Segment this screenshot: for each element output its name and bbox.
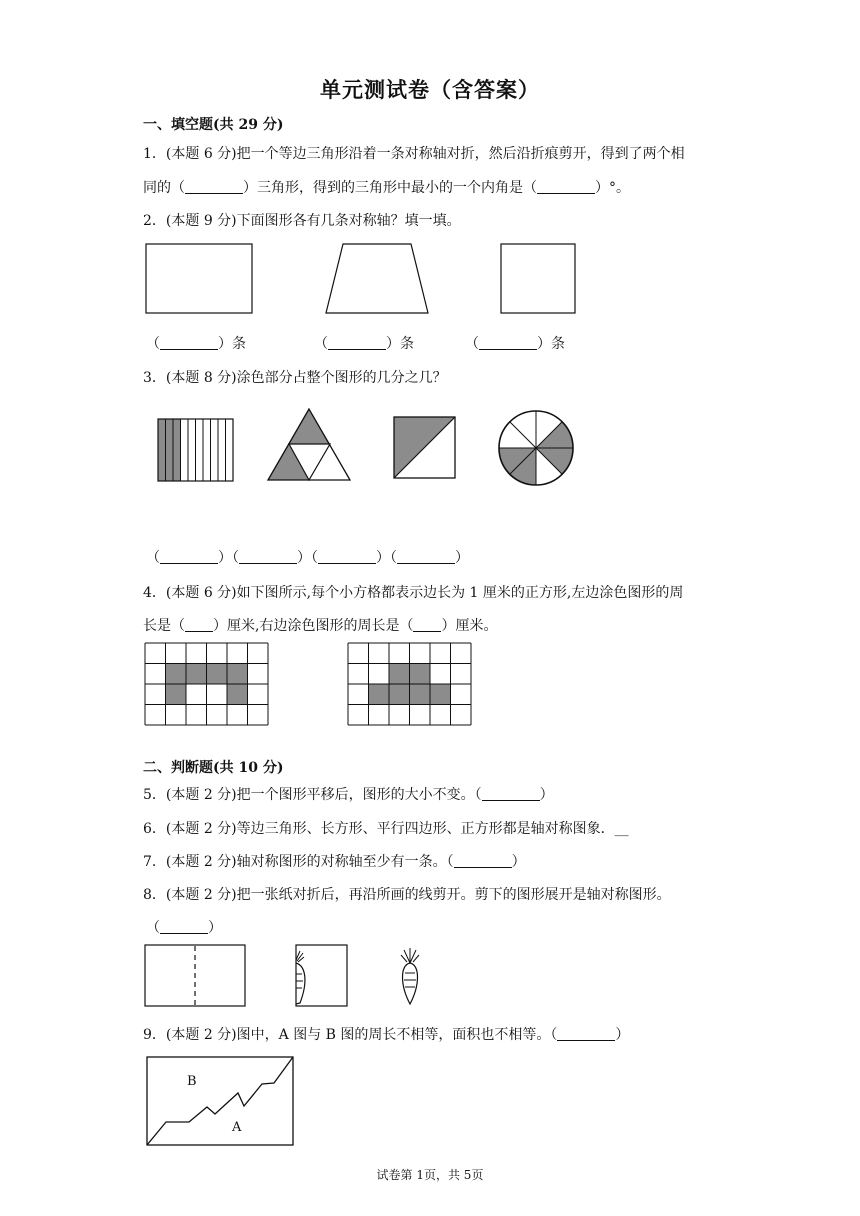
q3-open-paren: （: [146, 550, 160, 566]
page-footer: 试卷第 1页，共 5页: [376, 1168, 484, 1182]
question-4-line-1: 4．(本题 6 分)如下图所示,每个小方格都表示边长为 1 厘米的正方形,左边涂色图形的周: [143, 585, 684, 601]
q2-open-paren: （: [314, 336, 328, 352]
question-3-text: 3．(本题 8 分)涂色部分占整个图形的几分之几？: [143, 370, 447, 386]
q2-open-paren: （: [146, 336, 160, 352]
q9-dividing-line: [147, 1057, 293, 1145]
q4-text-c: ）厘米。: [441, 618, 498, 634]
q9-rectangle: [147, 1057, 293, 1145]
q2-unit: ）条: [537, 336, 565, 352]
q3-open-paren: （: [390, 550, 397, 566]
q1-text-a: 同的（: [143, 180, 185, 196]
question-2-text: 2．(本题 9 分)下面图形各有几条对称轴？填一填。: [143, 213, 461, 229]
q3-close-paren: ）: [297, 550, 311, 566]
q9-text: 9．(本题 2 分)图中，A 图与 B 图的周长不相等，面积也不相等。（: [143, 1027, 558, 1043]
section-judgement: 二、判断题(共 10 分): [143, 760, 284, 776]
q3-close-paren: ）: [376, 550, 390, 566]
label-a: A: [232, 1120, 242, 1135]
q5-text: 5．(本题 2 分)把一个图形平移后，图形的大小不变。（: [143, 787, 482, 803]
question-6: 6．(本题 2 分)等边三角形、长方形、平行四边形、正方形都是轴对称图象．__: [143, 821, 629, 837]
q2-unit: ）条: [218, 336, 246, 352]
section-fill-in: 一、填空题(共 29 分): [143, 117, 284, 133]
q4-text-b: ）厘米,右边涂色图形的周长是（: [213, 618, 414, 634]
q1-text-b: ）三角形，得到的三角形中最小的一个内角是（: [243, 180, 537, 196]
q3-open-paren: （: [232, 550, 239, 566]
q8-open-paren: （: [146, 920, 160, 936]
q2-open-paren: （: [465, 336, 479, 352]
q8-close-paren: ）: [208, 920, 222, 936]
page-title: 单元测试卷（含答案）: [320, 78, 540, 102]
q9-close-paren: ）: [615, 1027, 630, 1043]
q4-text-a: 长是（: [143, 618, 185, 634]
q7-close-paren: ）: [511, 854, 526, 870]
question-8-text: 8．(本题 2 分)把一张纸对折后，再沿所画的线剪开。剪下的图形展开是轴对称图形。: [143, 887, 671, 903]
q3-close-paren: ）: [218, 550, 232, 566]
q7-text: 7．(本题 2 分)轴对称图形的对称轴至少有一条。（: [143, 854, 454, 870]
question-1-line-1: 1．(本题 6 分)把一个等边三角形沿着一条对称轴对折，然后沿折痕剪开，得到了两个相: [143, 146, 685, 162]
q2-unit: ）条: [386, 336, 414, 352]
q5-close-paren: ）: [539, 787, 554, 803]
q3-open-paren: （: [311, 550, 318, 566]
q1-text-c: ）°。: [595, 180, 630, 196]
label-b: B: [187, 1074, 197, 1089]
q3-close-paren: ）: [455, 550, 469, 566]
